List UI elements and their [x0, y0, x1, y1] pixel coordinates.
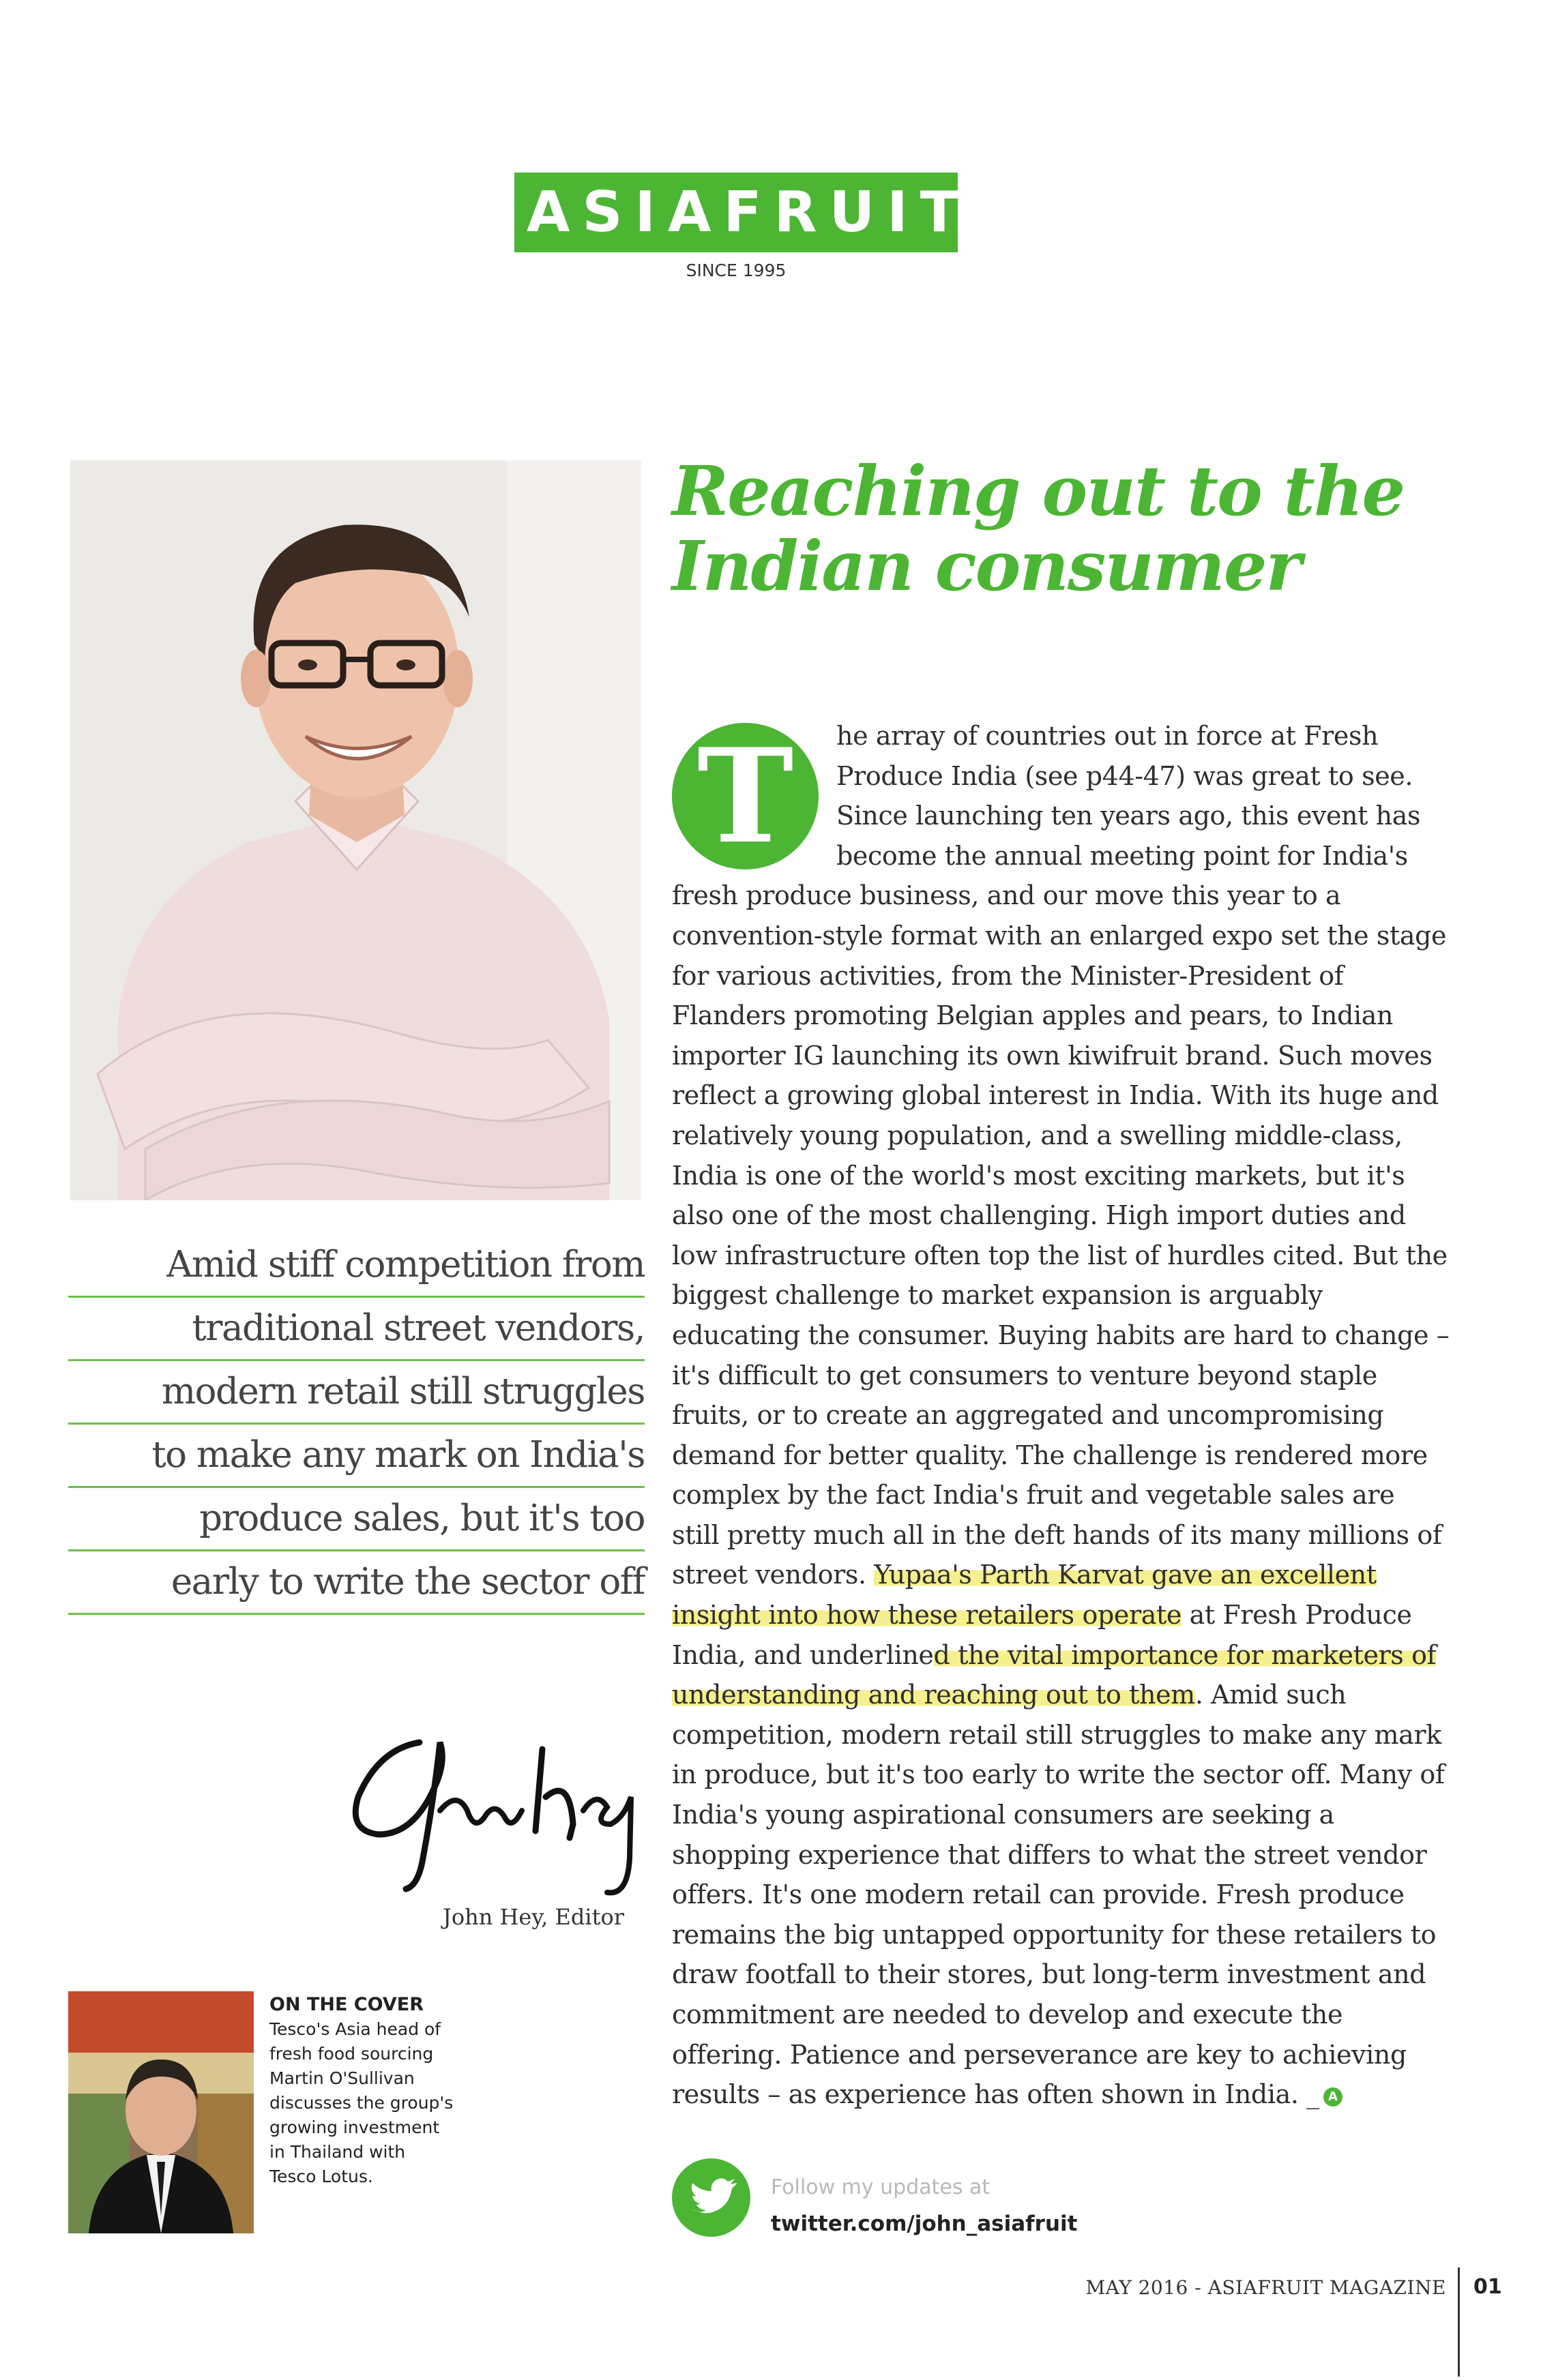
headline — [672, 453, 1491, 604]
headline-line-1: Reaching out to the — [672, 451, 1405, 531]
headline-line-2: Indian consumer — [672, 526, 1301, 606]
editor-signature — [338, 1722, 651, 1899]
cover-caption: Tesco's Asia head of fresh food sourcing Martin O'Sullivan discusses the group's growing investment in Thailand with Tesco Lotus. — [269, 2019, 454, 2186]
article-text: at Fresh Produce India, and underline — [672, 1600, 1412, 1670]
drop-cap: T — [672, 723, 819, 869]
cover-title: ON THE COVER — [269, 1994, 424, 2015]
page-number: 01 — [1473, 2275, 1502, 2299]
article-text: he array of countries out in force at Fresh Produce India (see p44-47) was great to see. Since launching ten years ago, this event has become the annual meeting point for India's fresh produce business, and our move this year to a convention-style format with an enlarged expo set the stage for various activities, from the Minister-President of Flanders promoting Belgian apples and pears, to Indian importer IG launching its own kiwifruit brand. Such moves reflect a growing global interest in India. With its huge and relatively young population, and a swelling middle-class, India is one of the world's most exciting markets, but it's also one of the most challenging. High import duties and low infrastructure often top the list of hurdles cited. But the biggest challenge to market expansion is arguably educating the consumer. Buying habits are hard to change – it's difficult to get consumers to venture beyond staple fruits, or to create an aggregated and uncompromising demand for better quality. The challenge is rendered more complex by the fact India's fruit and vegetable sales are still pretty much all in the deft hands of its many millions of street vendors. — [672, 721, 1450, 1590]
article-text: . Amid such competition, modern retail still struggles to make any mark in produce, but it's too early to write the sector off. Many of India's young aspirational consumers are seeking a shopping experience that differs to what the street vendor offers. It's one modern retail can provide. Fresh produce remains the big untapped opportunity for these retailers to draw footfall to their stores, but long-term investment and commitment are needed to develop and execute the offering. Patience and perseverance are key to achieving results – as experience has often shown in India. _ — [672, 1680, 1445, 2110]
highlighted-text: d the vital importance for marketers of understanding and reaching out to them — [672, 1639, 1437, 1710]
cover-caption-block — [269, 1993, 454, 2189]
editor-byline: John Hey, Editor — [443, 1904, 624, 1930]
cover-photo — [68, 1991, 254, 2233]
pull-quote-line: Amid stiff competition from — [68, 1234, 645, 1298]
editor-portrait-illustration — [70, 460, 641, 1200]
highlighted-text: Yupaa's Parth Karvat gave an excellent insight into how these retailers operate — [672, 1560, 1377, 1631]
footer-divider — [1458, 2267, 1460, 2377]
editor-photo — [70, 460, 641, 1200]
pull-quote-line: early to write the sector off — [68, 1551, 645, 1615]
article-body — [672, 716, 1450, 2115]
twitter-bird-icon[interactable] — [672, 2158, 750, 2237]
pull-quote-line: to make any mark on India's — [68, 1425, 645, 1488]
pull-quote-line: traditional street vendors, — [68, 1298, 645, 1361]
pull-quote-line: modern retail still struggles — [68, 1361, 645, 1425]
end-mark-icon: A — [1323, 2087, 1342, 2107]
masthead-logo: ASIAFRUIT — [514, 173, 958, 252]
pull-quote-line: produce sales, but it's too — [68, 1488, 645, 1551]
pull-quote — [68, 1234, 645, 1615]
follow-label: Follow my updates at — [771, 2175, 990, 2199]
footer-issue: MAY 2016 - ASIAFRUIT MAGAZINE — [1085, 2276, 1446, 2299]
since-label: SINCE 1995 — [686, 261, 787, 280]
twitter-handle-link[interactable]: twitter.com/john_asiafruit — [771, 2212, 1078, 2236]
